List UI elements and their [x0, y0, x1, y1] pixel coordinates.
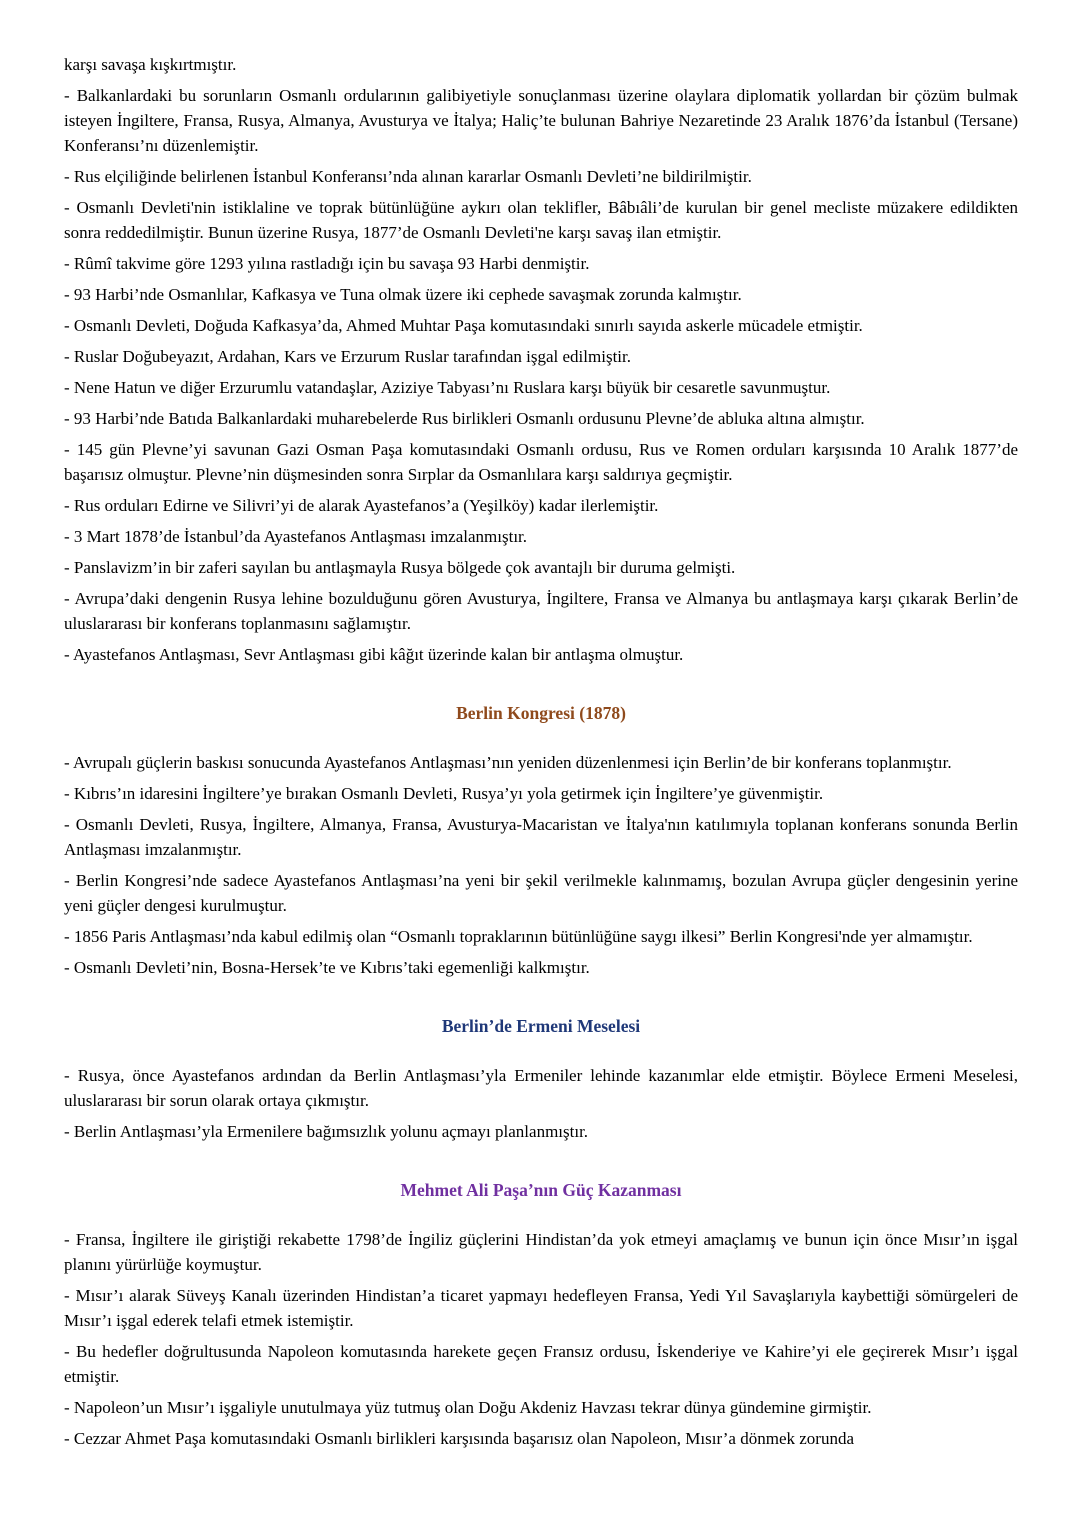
paragraph: - Avrupa’daki dengenin Rusya lehine bozulduğunu gören Avusturya, İngiltere, Fransa ve Almanya bu antlaşmaya karşı çıkarak Berlin’de uluslararası bir konferans toplanmasını sağlamıştır. — [64, 589, 1018, 633]
section-heading: Mehmet Ali Paşa’nın Güç Kazanması — [400, 1180, 682, 1200]
paragraph: - Rusya, önce Ayastefanos ardından da Berlin Antlaşması’yla Ermeniler lehinde kazanımlar elde etmiştir. Böylece Ermeni Meselesi, uluslararası bir sorun olarak ortaya çıkmıştır. — [64, 1066, 1018, 1110]
paragraph: - Osmanlı Devleti, Doğuda Kafkasya’da, Ahmed Muhtar Paşa komutasındaki sınırlı sayıda askerle mücadele etmiştir. — [64, 316, 863, 335]
paragraph: - Cezzar Ahmet Paşa komutasındaki Osmanlı birlikleri karşısında başarısız olan Napoleon, Mısır’a dönmek zorunda — [64, 1429, 854, 1448]
paragraph: - Rûmî takvime göre 1293 yılına rastladığı için bu savaşa 93 Harbi denmiştir. — [64, 254, 590, 273]
paragraph: - Panslavizm’in bir zaferi sayılan bu antlaşmayla Rusya bölgede çok avantajlı bir duruma gelmişti. — [64, 558, 736, 577]
paragraph: - Berlin Antlaşması’yla Ermenilere bağımsızlık yolunu açmayı planlanmıştır. — [64, 1122, 589, 1141]
paragraph: - Osmanlı Devleti, Rusya, İngiltere, Almanya, Fransa, Avusturya-Macaristan ve İtalya'nın katılımıyla toplanan konferans sonunda Berlin Antlaşması imzalanmıştır. — [64, 815, 1018, 859]
paragraph: - Fransa, İngiltere ile giriştiği rekabette 1798’de İngiliz güçlerini Hindistan’da yok etmeyi amaçlamış ve bunun için önce Mısır’ın işgal planını yürürlüğe koymuştur. — [64, 1230, 1018, 1274]
paragraph: - Ruslar Doğubeyazıt, Ardahan, Kars ve Erzurum Ruslar tarafından işgal edilmiştir. — [64, 347, 631, 366]
paragraph: - Osmanlı Devleti’nin, Bosna-Hersek’te ve Kıbrıs’taki egemenliği kalkmıştır. — [64, 958, 590, 977]
paragraph: - Nene Hatun ve diğer Erzurumlu vatandaşlar, Aziziye Tabyası’nı Ruslara karşı büyük bir cesaretle savunmuştur. — [64, 378, 831, 397]
paragraph: - Berlin Kongresi’nde sadece Ayastefanos Antlaşması’na yeni bir şekil verilmekle kalınmamış, bozulan Avrupa güçler dengesinin yerine yeni güçler dengesi kurulmuştur. — [64, 871, 1018, 915]
paragraph: karşı savaşa kışkırtmıştır. — [64, 55, 237, 74]
paragraph: - Avrupalı güçlerin baskısı sonucunda Ayastefanos Antlaşması’nın yeniden düzenlenmesi için Berlin’de bir konferans toplanmıştır. — [64, 753, 952, 772]
paragraph: - Ayastefanos Antlaşması, Sevr Antlaşması gibi kâğıt üzerinde kalan bir antlaşma olmuştur. — [64, 645, 684, 664]
paragraph: - Rus elçiliğinde belirlenen İstanbul Konferansı’nda alınan kararlar Osmanlı Devleti’ne bildirilmiştir. — [64, 167, 752, 186]
paragraph: - Osmanlı Devleti'nin istiklaline ve toprak bütünlüğüne aykırı olan teklifler, Bâbıâli’de kurulan bir genel mecliste müzakere edildikten sonra reddedilmiştir. Bunun üzerine Rusya, 1877’de Osmanlı Devleti'ne karşı savaş ilan etmiştir. — [64, 198, 1018, 242]
section-heading: Berlin Kongresi (1878) — [456, 703, 626, 723]
paragraph: - 93 Harbi’nde Osmanlılar, Kafkasya ve Tuna olmak üzere iki cephede savaşmak zorunda kalmıştır. — [64, 285, 742, 304]
paragraph: - 145 gün Plevne’yi savunan Gazi Osman Paşa komutasındaki Osmanlı ordusu, Rus ve Romen orduları karşısında 10 Aralık 1877’de başarısız olmuştur. Plevne’nin düşmesinden sonra Sırplar da Osmanlılara karşı saldırıya geçmiştir. — [64, 440, 1018, 484]
paragraph: - Bu hedefler doğrultusunda Napoleon komutasında harekete geçen Fransız ordusu, İskenderiye ve Kahire’yi ele geçirerek Mısır’ı işgal etmiştir. — [64, 1342, 1018, 1386]
paragraph: - Rus orduları Edirne ve Silivri’yi de alarak Ayastefanos’a (Yeşilköy) kadar ilerlemiştir. — [64, 496, 659, 515]
section-heading: Berlin’de Ermeni Meselesi — [441, 1016, 641, 1036]
paragraph: - 3 Mart 1878’de İstanbul’da Ayastefanos Antlaşması imzalanmıştır. — [64, 527, 528, 546]
paragraph: - 1856 Paris Antlaşması’nda kabul edilmiş olan “Osmanlı topraklarının bütünlüğüne saygı ilkesi” Berlin Kongresi'nde yer almamıştır. — [64, 927, 973, 946]
paragraph: - Kıbrıs’ın idaresini İngiltere’ye bırakan Osmanlı Devleti, Rusya’yı yola getirmek için İngiltere’ye güvenmiştir. — [64, 784, 824, 803]
paragraph: - Napoleon’un Mısır’ı işgaliyle unutulmaya yüz tutmuş olan Doğu Akdeniz Havzası tekrar dünya gündemine girmiştir. — [64, 1398, 872, 1417]
paragraph: - Mısır’ı alarak Süveyş Kanalı üzerinden Hindistan’a ticaret yapmayı hedefleyen Fransa, Yedi Yıl Savaşlarıyla kaybettiği sömürgeleri de Mısır’ı işgal ederek telafi etmek istemiştir. — [64, 1286, 1018, 1330]
paragraph: - Balkanlardaki bu sorunların Osmanlı ordularının galibiyetiyle sonuçlanması üzerine olaylara diplomatik yollardan bir çözüm bulmak isteyen İngiltere, Fransa, Rusya, Almanya, Avusturya ve İtalya; Haliç’te bulunan Bahriye Nezaretinde 23 Aralık 1876’da İstanbul (Tersane) Konferansı’nı düzenlemiştir. — [64, 86, 1018, 155]
paragraph: - 93 Harbi’nde Batıda Balkanlardaki muharebelerde Rus birlikleri Osmanlı ordusunu Plevne’de abluka altına almıştır. — [64, 409, 865, 428]
